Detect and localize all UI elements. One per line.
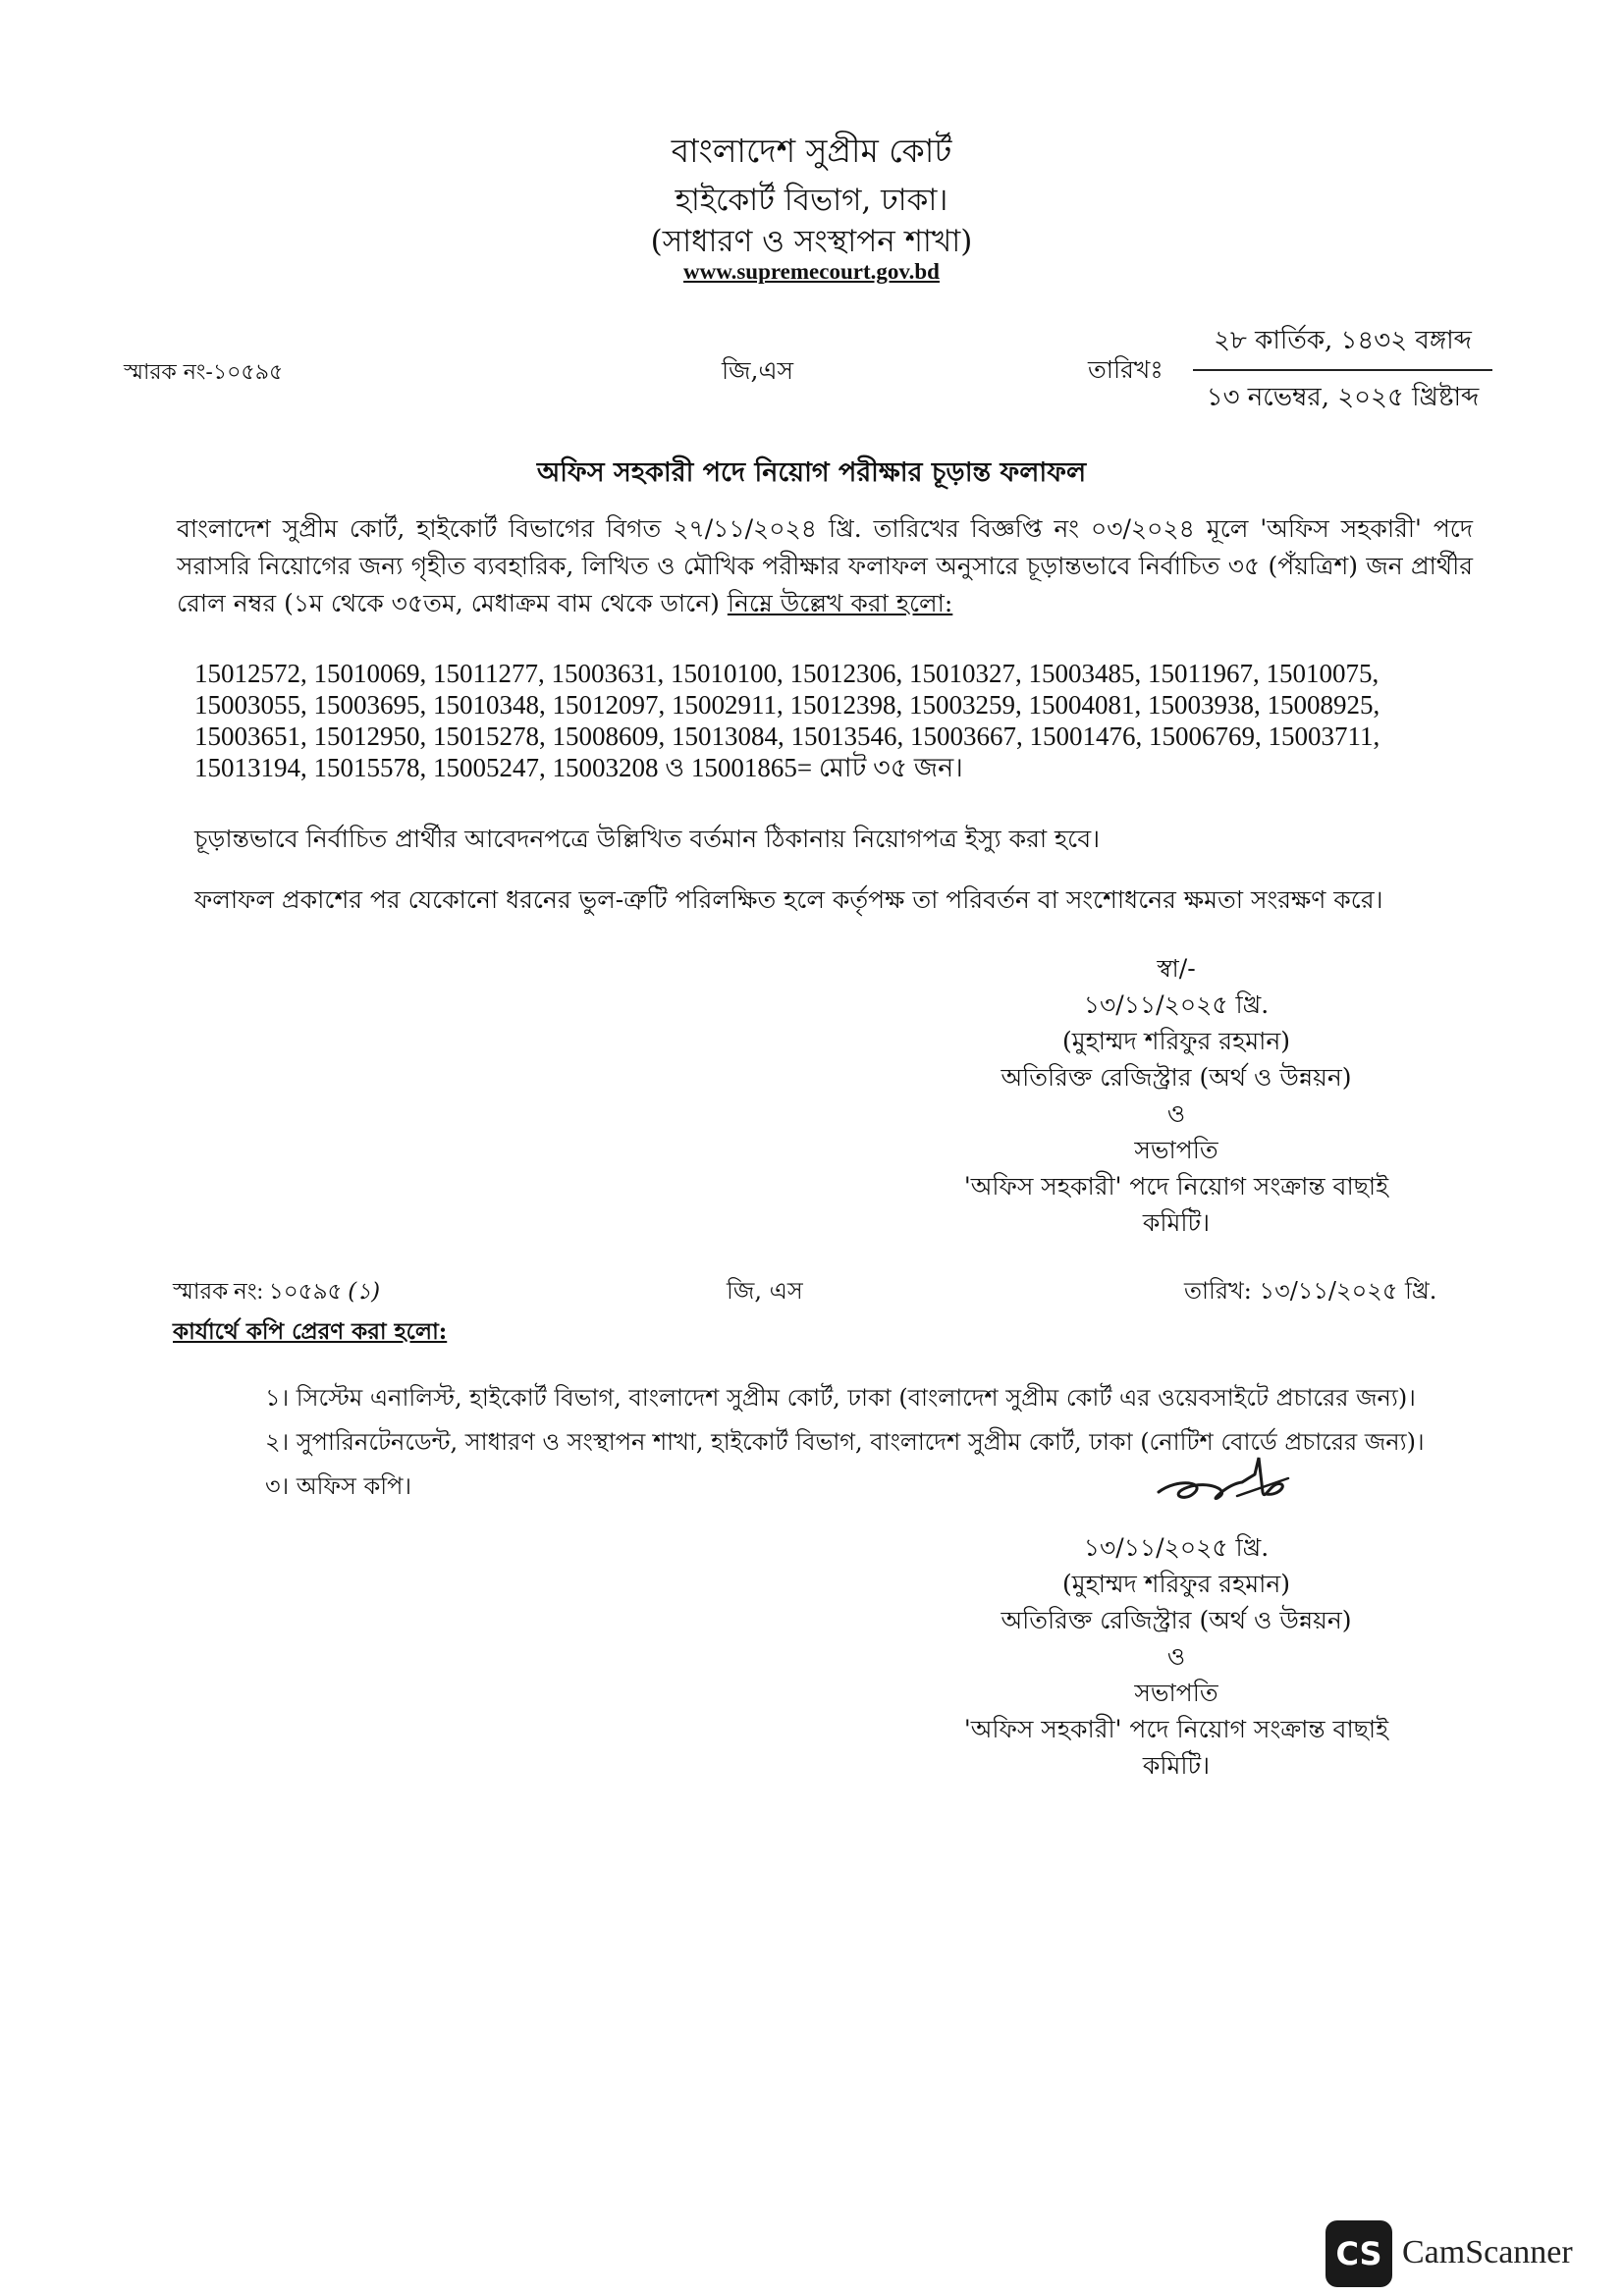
- para1-tail: নিম্নে উল্লেখ করা হলো:: [727, 589, 953, 617]
- sig2-date: ১৩/১১/২০২৫ খ্রি.: [1083, 1533, 1270, 1562]
- sig1-and: ও: [1166, 1099, 1186, 1128]
- memo2-section: জি, এস: [727, 1277, 803, 1305]
- camscanner-logo-icon: CS: [1325, 2220, 1392, 2287]
- header-website-link[interactable]: www.supremecourt.gov.bd: [683, 259, 940, 284]
- signature-block-1: [931, 950, 1422, 1241]
- camscanner-watermark: CamScanner: [1402, 2234, 1573, 2270]
- sig2-committee-end: কমিটি।: [1142, 1751, 1211, 1780]
- sig2-and: ও: [1166, 1642, 1186, 1671]
- sig2-designation: অতিরিক্ত রেজিস্ট্রার (অর্থ ও উন্নয়ন): [1001, 1606, 1352, 1634]
- page-title: অফিস সহকারী পদে নিয়োগ পরীক্ষার চূড়ান্ত ফলাফল: [536, 457, 1087, 488]
- header-court-name: বাংলাদেশ সুপ্রীম কোর্ট: [671, 132, 952, 170]
- copy-item: ২। সুপারিনটেনডেন্ট, সাধারণ ও সংস্থাপন শাখা, হাইকোর্ট বিভাগ, বাংলাদেশ সুপ্রীম কোর্ট, ঢাকা (নোটিশ বোর্ডে প্রচারের জন্য)।: [265, 1428, 1425, 1456]
- header-section: (সাধারণ ও সংস্থাপন শাখা): [650, 224, 973, 259]
- date-bangla: ২৮ কার্তিক, ১৪৩২ বঙ্গাব্দ: [1193, 320, 1492, 371]
- sig1-name: (মুহাম্মদ শরিফুর রহমান): [1061, 1027, 1291, 1055]
- date-label: তারিখঃ: [1088, 355, 1163, 384]
- sig2-role: সভাপতি: [1134, 1679, 1218, 1707]
- body-paragraph-3: ফলাফল প্রকাশের পর যেকোনো ধরনের ভুল-ত্রুটি পরিলক্ষিত হলে কর্তৃপক্ষ তা পরিবর্তন বা সংশোধনের ক্ষমতা সংরক্ষণ করে।: [194, 885, 1383, 914]
- copy-list: [265, 1376, 1542, 1509]
- body-paragraph-1: [177, 510, 1473, 622]
- date-box: [1193, 320, 1492, 420]
- sig1-signed: স্বা/-: [1157, 954, 1196, 983]
- handwritten-signature: [1139, 1433, 1306, 1522]
- signature-block-2: [931, 1529, 1422, 1784]
- sig2-name: (মুহাম্মদ শরিফুর রহমান): [1061, 1570, 1291, 1598]
- para1-text: বাংলাদেশ সুপ্রীম কোর্ট, হাইকোর্ট বিভাগের বিগত ২৭/১১/২০২৪ খ্রি. তারিখের বিজ্ঞপ্তি নং ০৩/২০২৪ মূলে 'অফিস সহকারী' পদে সরাসরি নিয়োগের জন্য গৃহীত ব্যবহারিক, লিখিত ও মৌখিক পরীক্ষার ফলাফল অনুসারে চূড়ান্তভাবে নির্বাচিত ৩৫ (পঁয়ত্রিশ) জন প্রার্থীর রোল নম্বর (১ম থেকে ৩৫তম, মেধাক্রম বাম থেকে ডানে): [177, 514, 1473, 617]
- sig1-role: সভাপতি: [1134, 1136, 1218, 1164]
- memo-number: স্মারক নং-১০৫৯৫: [124, 360, 284, 385]
- date-gregorian: ১৩ নভেম্বর, ২০২৫ খ্রিষ্টাব্দ: [1206, 383, 1480, 412]
- memo2-number-text: স্মারক নং: ১০৫৯৫: [173, 1279, 343, 1304]
- roll-number-list: 15012572, 15010069, 15011277, 15003631, 15010100, 15012306, 15010327, 15003485, 15011967, 15010075, 15003055, 15003695, 15010348, 15012097, 15002911, 15012398, 15003259, 15004081, 15003938, 15008925, 15003651, 15012950, 15015278, 15008609, 15013084, 15013546, 15003667, 15001476, 15006769, 15003711, 15013194, 15015578, 15005247, 15003208 ও 15001865= মোট ৩৫ জন।: [194, 659, 1380, 782]
- sig1-committee-end: কমিটি।: [1142, 1208, 1211, 1237]
- copy-heading: কার্যার্থে কপি প্রেরণ করা হলো:: [173, 1318, 448, 1345]
- memo-section: জি,এস: [722, 356, 793, 385]
- memo2-handwritten: (১): [348, 1279, 381, 1305]
- sig1-designation: অতিরিক্ত রেজিস্ট্রার (অর্থ ও উন্নয়ন): [1001, 1063, 1352, 1092]
- copy-item: ৩। অফিস কপি।: [265, 1472, 412, 1500]
- sig2-committee: 'অফিস সহকারী' পদে নিয়োগ সংক্রান্ত বাছাই: [963, 1715, 1389, 1743]
- sig1-committee: 'অফিস সহকারী' পদে নিয়োগ সংক্রান্ত বাছাই: [963, 1172, 1389, 1201]
- body-paragraph-2: চূড়ান্তভাবে নির্বাচিত প্রার্থীর আবেদনপত্রে উল্লিখিত বর্তমান ঠিকানায় নিয়োগপত্র ইস্যু করা হবে।: [194, 825, 1101, 853]
- memo2-date: তারিখ: ১৩/১১/২০২৫ খ্রি.: [1184, 1277, 1437, 1305]
- memo2-number: [173, 1273, 380, 1311]
- copy-item: ১। সিস্টেম এনালিস্ট, হাইকোর্ট বিভাগ, বাংলাদেশ সুপ্রীম কোর্ট, ঢাকা (বাংলাদেশ সুপ্রীম কোর্ট এর ওয়েবসাইটে প্রচারের জন্য)।: [265, 1384, 1416, 1412]
- header-division: হাইকোর্ট বিভাগ, ঢাকা।: [675, 183, 948, 218]
- sig1-date: ১৩/১১/২০২৫ খ্রি.: [1083, 990, 1270, 1019]
